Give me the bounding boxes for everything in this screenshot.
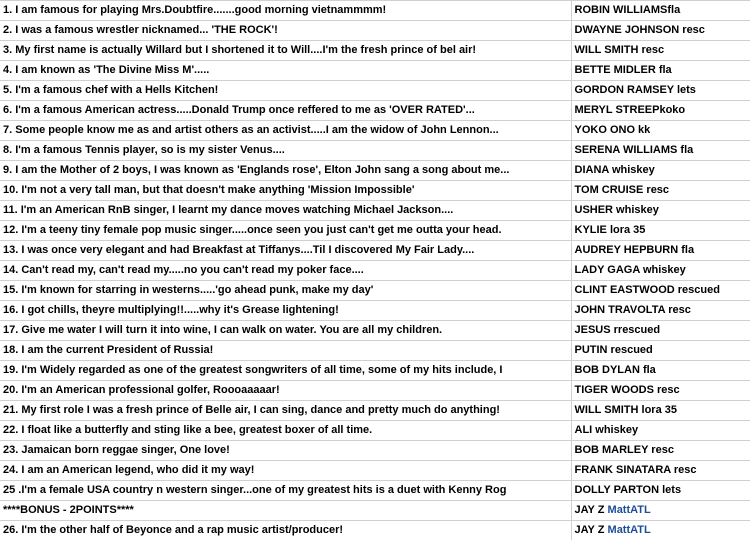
answer-text: KYLIE lora 35 (575, 224, 646, 236)
answer-text: DOLLY PARTON lets (575, 484, 682, 496)
answer-cell[interactable] (571, 101, 750, 121)
table-row (0, 521, 750, 540)
question-cell[interactable]: 20. I'm an American professional golfer, Roooaaaaar! (0, 381, 571, 401)
question-cell[interactable]: 10. I'm not a very tall man, but that doesn't make anything 'Mission Impossible' (0, 181, 571, 201)
answer-text: WILL SMITH lora 35 (575, 404, 677, 416)
answer-cell[interactable] (571, 201, 750, 221)
table-row (0, 421, 750, 441)
answer-text: JESUS rrescued (575, 324, 661, 336)
question-cell[interactable]: 17. Give me water I will turn it into wine, I can walk on water. You are all my children. (0, 321, 571, 341)
question-cell[interactable]: 11. I'm an American RnB singer, I learnt my dance moves watching Michael Jackson.... (0, 201, 571, 221)
table-row (0, 361, 750, 381)
table-row (0, 441, 750, 461)
table-row (0, 221, 750, 241)
answer-text: DIANA whiskey (575, 164, 655, 176)
question-cell[interactable]: 1. I am famous for playing Mrs.Doubtfire.......good morning vietnammmm! (0, 1, 571, 21)
answer-text: PUTIN rescued (575, 344, 653, 356)
question-cell[interactable]: 23. Jamaican born reggae singer, One love! (0, 441, 571, 461)
answer-text: MERYL STREEPkoko (575, 104, 686, 116)
question-cell[interactable]: 19. I'm Widely regarded as one of the greatest songwriters of all time, some of my hits include, I (0, 361, 571, 381)
answer-text: TIGER WOODS resc (575, 384, 680, 396)
question-cell[interactable]: 6. I'm a famous American actress.....Donald Trump once reffered to me as 'OVER RATED'... (0, 101, 571, 121)
question-cell[interactable]: 2. I was a famous wrestler nicknamed... 'THE ROCK'! (0, 21, 571, 41)
table-row (0, 341, 750, 361)
table-row (0, 181, 750, 201)
question-cell[interactable]: 24. I am an American legend, who did it my way! (0, 461, 571, 481)
table-row (0, 21, 750, 41)
answer-cell[interactable] (571, 401, 750, 421)
question-cell[interactable]: 3. My first name is actually Willard but I shortened it to Will....I'm the fresh prince of bel air! (0, 41, 571, 61)
question-cell[interactable]: ****BONUS - 2POINTS**** (0, 501, 571, 521)
question-cell[interactable]: 25 .I'm a female USA country n western singer...one of my greatest hits is a duet with Kenny Rog (0, 481, 571, 501)
answer-cell[interactable] (571, 501, 750, 521)
answer-cell[interactable] (571, 1, 750, 21)
answer-cell[interactable] (571, 241, 750, 261)
table-row (0, 81, 750, 101)
answer-cell[interactable] (571, 361, 750, 381)
table-row (0, 201, 750, 221)
answer-cell[interactable] (571, 301, 750, 321)
question-cell[interactable]: 22. I float like a butterfly and sting like a bee, greatest boxer of all time. (0, 421, 571, 441)
table-row (0, 381, 750, 401)
answer-cell[interactable] (571, 341, 750, 361)
answer-cell[interactable] (571, 261, 750, 281)
answer-cell[interactable] (571, 81, 750, 101)
answer-cell[interactable] (571, 41, 750, 61)
username-tag: MattATL (608, 524, 651, 536)
answer-cell[interactable] (571, 121, 750, 141)
question-cell[interactable]: 8. I'm a famous Tennis player, so is my sister Venus.... (0, 141, 571, 161)
answer-text: ALI whiskey (575, 424, 639, 436)
answer-cell[interactable] (571, 21, 750, 41)
answer-text: JOHN TRAVOLTA resc (575, 304, 691, 316)
table-row (0, 1, 750, 21)
question-cell[interactable]: 14. Can't read my, can't read my.....no you can't read my poker face.... (0, 261, 571, 281)
answer-cell[interactable] (571, 421, 750, 441)
question-cell[interactable]: 21. My first role I was a fresh prince of Belle air, I can sing, dance and pretty much do anything! (0, 401, 571, 421)
answer-cell[interactable] (571, 161, 750, 181)
answer-text: LADY GAGA whiskey (575, 264, 686, 276)
table-row (0, 61, 750, 81)
question-cell[interactable]: 13. I was once very elegant and had Breakfast at Tiffanys....Til I discovered My Fair Lady.... (0, 241, 571, 261)
table-row (0, 501, 750, 521)
answer-cell[interactable] (571, 61, 750, 81)
question-cell[interactable]: 16. I got chills, theyre multiplying!!.....why it's Grease lightening! (0, 301, 571, 321)
answer-cell[interactable] (571, 321, 750, 341)
table-row (0, 321, 750, 341)
answer-text: USHER whiskey (575, 204, 659, 216)
answer-text: BOB MARLEY resc (575, 444, 674, 456)
question-cell[interactable]: 7. Some people know me as and artist others as an activist.....I am the widow of John Lennon... (0, 121, 571, 141)
question-cell[interactable]: 5. I'm a famous chef with a Hells Kitchen! (0, 81, 571, 101)
answer-text: GORDON RAMSEY lets (575, 84, 696, 96)
table-row (0, 141, 750, 161)
answer-text: DWAYNE JOHNSON resc (575, 24, 705, 36)
answer-text: ROBIN WILLIAMSfla (575, 4, 681, 16)
question-cell[interactable]: 15. I'm known for starring in westerns.....'go ahead punk, make my day' (0, 281, 571, 301)
answer-text: BOB DYLAN fla (575, 364, 656, 376)
table-row (0, 281, 750, 301)
table-row (0, 301, 750, 321)
table-row (0, 241, 750, 261)
answer-cell[interactable] (571, 461, 750, 481)
table-row (0, 261, 750, 281)
question-cell[interactable]: 12. I'm a teeny tiny female pop music singer.....once seen you just can't get me outta your head. (0, 221, 571, 241)
answer-text: AUDREY HEPBURN fla (575, 244, 695, 256)
table-row (0, 161, 750, 181)
question-cell[interactable]: 18. I am the current President of Russia! (0, 341, 571, 361)
answer-text: SERENA WILLIAMS fla (575, 144, 694, 156)
answer-cell[interactable] (571, 521, 750, 540)
question-cell[interactable]: 9. I am the Mother of 2 boys, I was known as 'Englands rose', Elton John sang a song about me... (0, 161, 571, 181)
table-row (0, 121, 750, 141)
username-tag: MattATL (608, 504, 651, 516)
answer-cell[interactable] (571, 481, 750, 501)
sheet-body (0, 1, 750, 540)
answer-cell[interactable] (571, 221, 750, 241)
table-row (0, 41, 750, 61)
answer-text: JAY Z (575, 504, 608, 516)
answer-text: YOKO ONO kk (575, 124, 651, 136)
table-row (0, 481, 750, 501)
answer-cell[interactable] (571, 381, 750, 401)
answer-text: FRANK SINATARA resc (575, 464, 697, 476)
answer-text: TOM CRUISE resc (575, 184, 670, 196)
table-row (0, 461, 750, 481)
answer-text: JAY Z (575, 524, 608, 536)
table-row (0, 101, 750, 121)
answer-cell[interactable] (571, 141, 750, 161)
answer-text: WILL SMITH resc (575, 44, 665, 56)
answer-cell[interactable] (571, 281, 750, 301)
answer-cell[interactable] (571, 181, 750, 201)
answer-text: CLINT EASTWOOD rescued (575, 284, 720, 296)
table-row (0, 401, 750, 421)
question-cell[interactable]: 4. I am known as 'The Divine Miss M'..... (0, 61, 571, 81)
answer-text: BETTE MIDLER fla (575, 64, 672, 76)
answer-cell[interactable] (571, 441, 750, 461)
question-cell[interactable]: 26. I'm the other half of Beyonce and a rap music artist/producer! (0, 521, 571, 540)
